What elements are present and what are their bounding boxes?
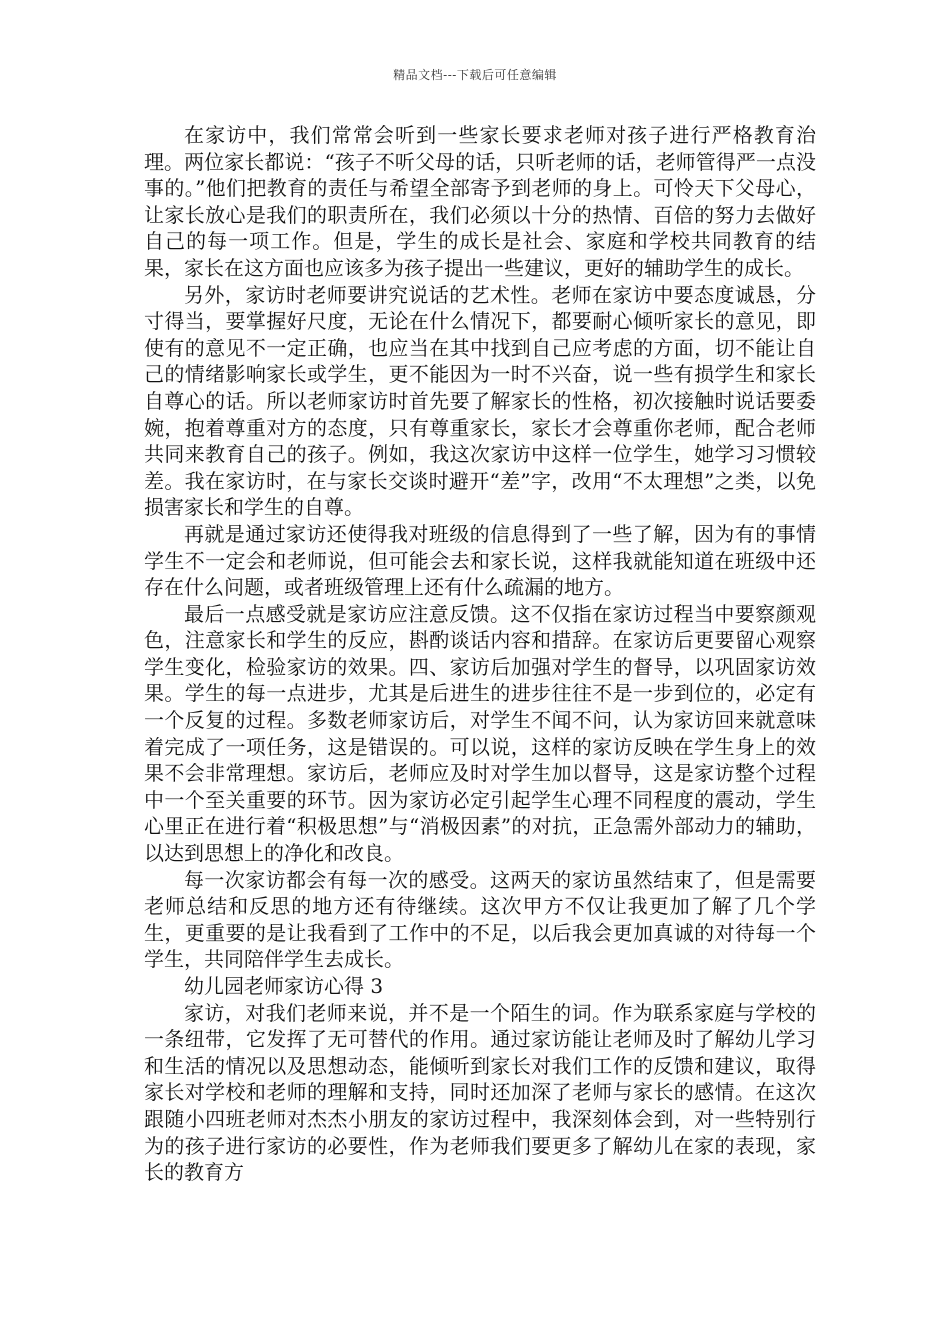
paragraph-kindergarten-visit: 家访，对我们老师来说，并不是一个陌生的词。作为联系家庭与学校的一条纽带，它发挥了无可替代的作用。通过家访能让老师及时了解幼儿学习和生活的情况以及思想动态，能倾听到家长对我们工作的反馈和建议，取得家长对学校和老师的理解和支持，同时还加深了老师与家长的感情。在这次跟随小四班老师对杰杰小朋友的家访过程中，我深刻体会到，对一些特别行为的孩子进行家访的必要性，作为老师我们要更多了解幼儿在家的表现，家长的教育方 xyxy=(144,1000,816,1185)
paragraph-speaking-art: 另外，家访时老师要讲究说话的艺术性。老师在家访中要态度诚恳，分寸得当，要掌握好尺度，无论在什么情况下，都要耐心倾听家长的意见，即使有的意见不一定正确，也应当在其中找到自己应考虑的方面，切不能让自己的情绪影响家长或学生，更不能因为一时不兴奋，说一些有损学生和家长自尊心的话。所以老师家访时首先要了解家长的性格，初次接触时说话要委婉，抱着尊重对方的态度，只有尊重家长，家长才会尊重你老师，配合老师共同来教育自己的孩子。例如，我这次家访中这样一位学生，她学习习惯较差。我在家访时，在与家长交谈时避开“差”字，改用“不太理想”之类，以免损害家长和学生的自尊。 xyxy=(144,282,816,520)
paragraph-class-information: 再就是通过家访还使得我对班级的信息得到了一些了解，因为有的事情学生不一定会和老师说，但可能会去和家长说，这样我就能知道在班级中还存在什么问题，或者班级管理上还有什么疏漏的地方。 xyxy=(144,521,816,600)
paragraph-reflection: 每一次家访都会有每一次的感受。这两天的家访虽然结束了，但是需要老师总结和反思的地方还有待继续。这次甲方不仅让我更加了解了几个学生，更重要的是让我看到了工作中的不足，以后我会更加真诚的对待每一个学生，共同陪伴学生去成长。 xyxy=(144,867,816,972)
section-title: 幼儿园老师家访心得 3 xyxy=(184,974,384,998)
paragraph-parent-expectations: 在家访中，我们常常会听到一些家长要求老师对孩子进行严格教育治理。两位家长都说：“孩子不听父母的话，只听老师的话，老师管得严一点没事的。”他们把教育的责任与希望全部寄予到老师的身上。可怜天下父母心，让家长放心是我们的职责所在，我们必须以十分的热情、百倍的努力去做好自己的每一项工作。但是，学生的成长是社会、家庭和学校共同教育的结果，家长在这方面也应该多为孩子提出一些建议，更好的辅助学生的成长。 xyxy=(144,123,816,280)
document-body xyxy=(144,122,816,1186)
paragraph-feedback: 最后一点感受就是家访应注意反馈。这不仅指在家访过程当中要察颜观色，注意家长和学生的反应，斟酌谈话内容和措辞。在家访后更要留心观察学生变化，检验家访的效果。四、家访后加强对学生的督导，以巩固家访效果。学生的每一点进步，尤其是后进生的进步往往不是一步到位的，必定有一个反复的过程。多数老师家访后，对学生不闻不问，认为家访回来就意味着完成了一项任务，这是错误的。可以说，这样的家访反映在学生身上的效果不会非常理想。家访后，老师应及时对学生加以督导，这是家访整个过程中一个至关重要的环节。因为家访必定引起学生心理不同程度的震动，学生心里正在进行着“积极思想”与“消极因素”的对抗，正急需外部动力的辅助，以达到思想上的净化和改良。 xyxy=(144,601,816,866)
page-header: 精品文档---下载后可任意编辑 xyxy=(393,68,557,82)
